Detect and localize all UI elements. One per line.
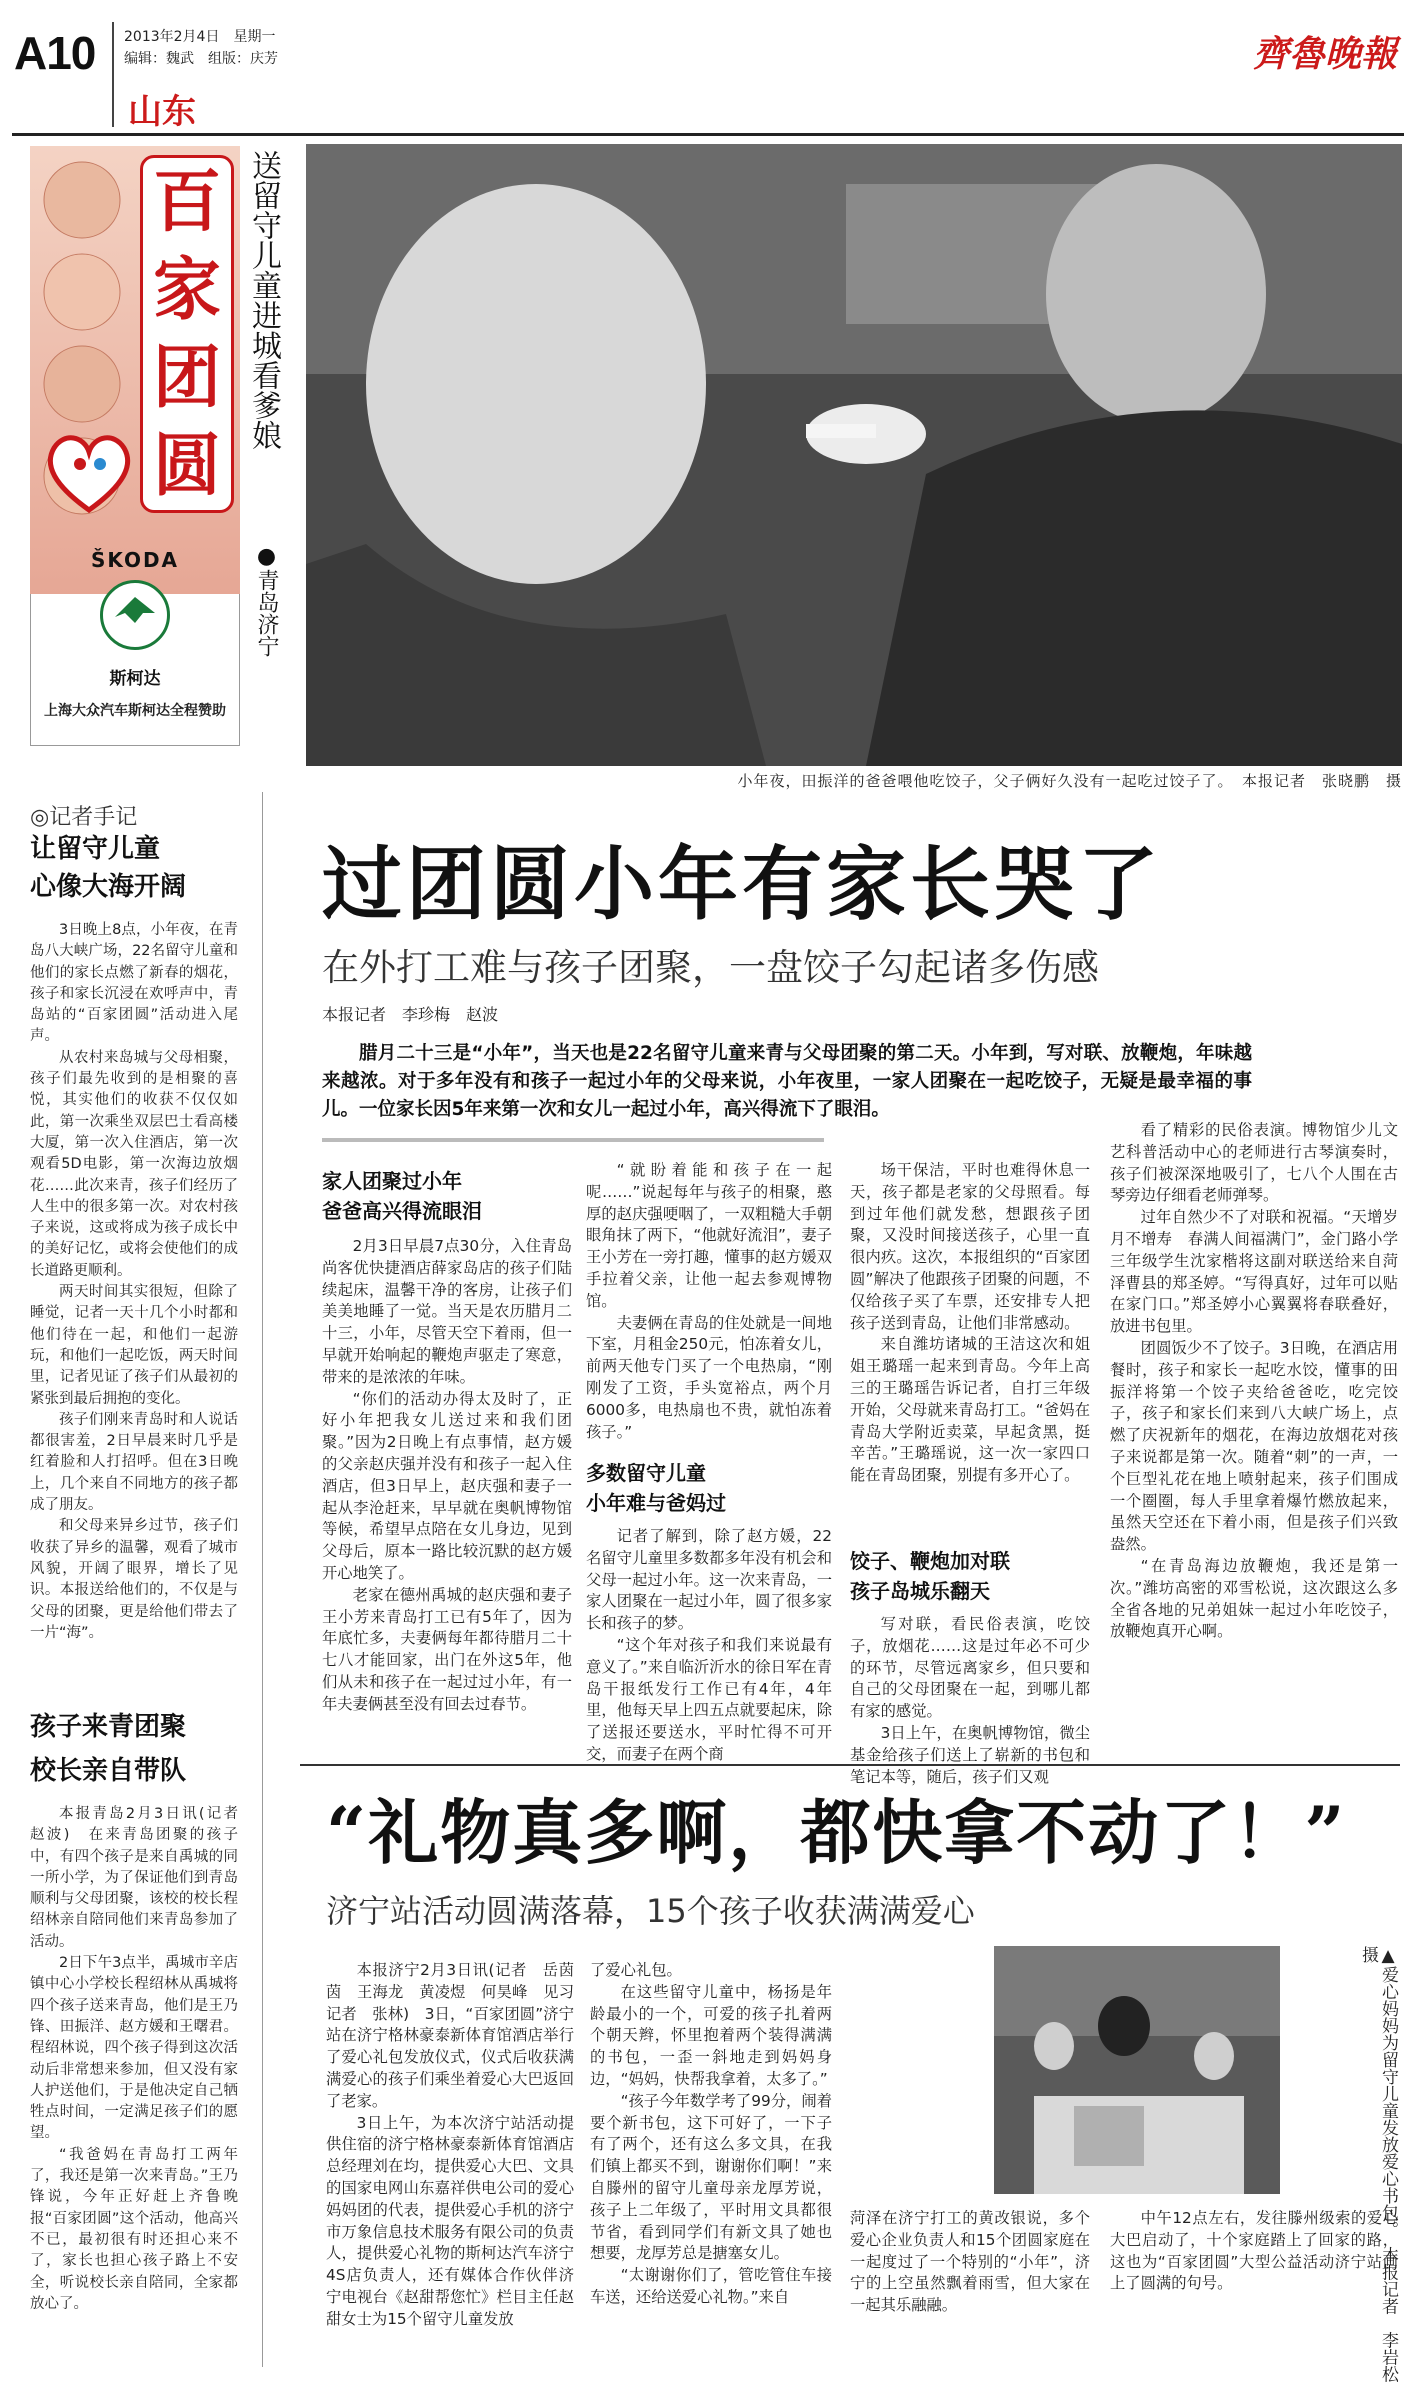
sidebar-heading-4: 校长亲自带队	[30, 1756, 187, 1786]
gift-photo-caption: ▲爱心妈妈为留守儿童发放爱心书包。 本报记者 李岩松 摄	[1358, 1946, 1398, 2383]
paragraph: 中午12点左右，发往滕州级索的爱心大巴启动了，十个家庭踏上了回家的路，这也为“百家团圆”大型公益活动济宁站画上了圆满的句号。	[1110, 2209, 1398, 2293]
sidebar-heading-1: 让留守儿童	[30, 834, 161, 864]
skoda-logo-icon	[100, 580, 170, 650]
masthead-divider	[112, 22, 114, 127]
article2-headline: “礼物真多啊，都快拿不动了！”	[326, 1791, 1347, 1874]
article2-col2	[590, 1960, 832, 2366]
brand-name-cn: 斯柯达	[109, 669, 161, 689]
sponsor-line: 上海大众汽车斯柯达全程赞助	[44, 703, 226, 719]
paragraph: 2月3日早晨7点30分，入住青岛尚客优快捷酒店薛家岛店的孩子们陆续起床，温馨干净的客房，让孩子们美美地睡了一觉。当天是农历腊月二十三，小年，尽管天空下着雨，但一早就开始响起的鞭炮声驱走了寒意，带来的是浓浓的年味。	[322, 1237, 572, 1386]
paragraph: “孩子今年数学考了99分，闹着要个新书包，这下可好了，一下子有了两个，还有这么多文具，在我们镇上都买不到，谢谢你们啊！”来自滕州的留守儿童母亲龙厚芳说，孩子上二年级了，平时用文具都很节省，看到同学们有新文具了她也想要，龙厚芳总是搪塞女儿。	[590, 2091, 832, 2263]
article2-col1	[326, 1960, 574, 2366]
paragraph: 两天时间其实很短，但除了睡觉，记者一天十几个小时都和他们待在一起，和他们一起游玩，和他们一起吃饭，两天时间里，记者见证了孩子们从最初的紧张到最后拥抱的变化。	[30, 1284, 238, 1407]
article1-col4	[1110, 1120, 1398, 1750]
brand-name-en: ŠKODA	[90, 548, 180, 572]
paragraph: 从农村来岛城与父母相聚，孩子们最先收到的是相聚的喜悦，其实他们的收获不仅仅如此，第一次乘坐双层巴士看高楼大厦，第一次入住酒店，第一次观看5D电影，第一次海边放烟花……此次来青，孩子们经历了人生中的很多第一次。对农村孩子来说，这或将成为孩子成长中的美好记忆，或将会使他们的成长道路更顺利。	[30, 1049, 238, 1279]
paragraph: “你们的活动办得太及时了，正好小年把我女儿送过来和我们团聚。”因为2日晚上有点事情，赵方媛的父亲赵庆强并没有和孩子一起入住酒店，但3日早上，赵庆强和妻子一起从李沧赶来，早早就在奥帆博物馆等候，希望早点陪在女儿身边，见到父母后，原本一路比较沉默的赵方媛开心地笑了。	[322, 1389, 572, 1582]
banner-vertical-title: 送留守儿童进城看爹娘	[246, 150, 281, 450]
subheading: 多数留守儿童	[586, 1461, 706, 1485]
masthead-info	[124, 26, 278, 70]
article1-col3	[850, 1160, 1090, 1814]
paragraph: 看了精彩的民俗表演。博物馆少儿文艺科普活动中心的老师进行古琴演奏时，孩子们被深深地吸引了，七八个人围在古琴旁边仔细看老师弹琴。	[1110, 1121, 1398, 1205]
col-text	[586, 1526, 832, 1826]
article1-headline: 过团圆小年有家长哭了	[322, 837, 1162, 931]
page-number: A10	[14, 27, 96, 79]
article1-col1	[322, 1166, 572, 1768]
subheading: 小年难与爸妈过	[586, 1491, 726, 1515]
section-name: 山东	[128, 92, 196, 132]
gift-photo	[994, 1946, 1280, 2194]
subheading: 孩子岛城乐翻天	[850, 1579, 990, 1603]
paragraph: 3日上午，在奥帆博物馆，微尘基金给孩子们送上了崭新的书包和笔记本等，随后，孩子们又观	[850, 1723, 1090, 1786]
article-separator	[300, 1764, 1400, 1766]
col-text	[322, 1236, 572, 1768]
article1-subhead: 在外打工难与孩子团聚，一盘饺子勾起诸多伤感	[322, 946, 1099, 989]
date-line: 2013年2月4日 星期一	[124, 29, 276, 45]
paragraph: 来自潍坊诸城的王洁这次和姐姐王璐瑶一起来到青岛。今年上高三的王璐瑶告诉记者，自打三年级开始，父母就来青岛打工。“爸妈在青岛大学附近卖菜，早起贪黑，挺辛苦。”王璐瑶说，这一次一家四口能在青岛团聚，别提有多开心了。	[850, 1335, 1090, 1485]
paragraph: 菏泽在济宁打工的黄改银说，多个爱心企业负责人和15个团圆家庭在一起度过了一个特别的“小年”，济宁的上空虽然飘着雨雪，但大家在一起其乐融融。	[850, 2209, 1090, 2315]
col-text	[586, 1160, 832, 1450]
paragraph: 场干保洁，平时也难得休息一天，孩子都是老家的父母照看。每到过年他们就发愁，想跟孩子团聚，又没时间接送孩子，心里一直很内疚。这次，本报组织的“百家团圆”解决了他跟孩子团聚的问题，不仅给孩子买了车票，还安排专人把孩子送到青岛，让他们非常感动。	[850, 1161, 1090, 1332]
editor-line: 编辑：魏武 组版：庆芳	[124, 51, 278, 67]
subheading: 家人团聚过小年	[322, 1169, 462, 1193]
paragraph: “在青岛海边放鞭炮，我还是第一次。”潍坊高密的邓雪松说，这次跟这么多全省各地的兄弟姐妹一起过小年吃饺子，放鞭炮真开心啊。	[1110, 1556, 1398, 1641]
paragraph: 本报济宁2月3日讯(记者 岳茵茵 王海龙 黄凌煜 何昊峰 见习记者 张林) 3日，“百家团圆”济宁站在济宁格林豪泰新体育馆酒店举行了爱心礼包发放仪式，仪式后收获满满爱心的孩子们乘坐着爱心大巴返回了老家。	[326, 1961, 574, 2110]
paragraph: 2日下午3点半，禹城市辛店镇中心小学校长程绍林从禹城将四个孩子送来青岛，他们是王乃锋、田振洋、赵方媛和王曙君。程绍林说，四个孩子得到这次活动后非常想来参加，但又没有家人护送他们，于是他决定自己牺牲点时间，一定满足孩子们的愿望。	[30, 1955, 238, 2142]
paragraph: 团圆饭少不了饺子。3日晚，在酒店用餐时，孩子和家长一起吃水饺，懂事的田振洋将第一个饺子夹给爸爸吃，吃完饺子，孩子和家长们来到八大峡广场上，点燃了庆祝新年的烟花，在海边放烟花对孩子来说都是第一次。随着“刺”的一声，一个巨型礼花在地上喷射起来，孩子们围成一个圈圈，每人手里拿着爆竹燃放起来，虽然天空还在下着小雨，但是孩子们兴致盎然。	[1110, 1338, 1398, 1554]
banner-location: ●青岛济宁	[254, 544, 279, 657]
banner-title: 百家团圆	[140, 155, 234, 513]
paragraph: 记者了解到，除了赵方媛，22名留守儿童里多数都多年没有机会和父母一起过小年。这一次来青岛，一家人团聚在一起过小年，圆了很多家长和孩子的梦。	[586, 1527, 832, 1633]
sidebar-heading-3: 孩子来青团聚	[30, 1712, 187, 1742]
paragraph: 夫妻俩在青岛的住处就是一间地下室，月租金250元，怕冻着女儿，前两天他专门买了一个电热扇，“刚刚发了工资，手头宽裕点，两个月6000多，电热扇也不贵，就怕冻着孩子。”	[586, 1313, 832, 1441]
sidebar-heading-2: 心像大海开阔	[30, 872, 187, 902]
main-photo	[306, 144, 1402, 766]
paragraph: 和父母来异乡过节，孩子们收获了异乡的温馨，观看了城市风貌，开阔了眼界，增长了见识。本报送给他们的，不仅是与父母的团聚，更是给他们带去了一片“海”。	[30, 1518, 238, 1641]
article2-col4	[1110, 2208, 1398, 2366]
article1-lead: 腊月二十三是“小年”，当天也是22名留守儿童来青与父母团聚的第二天。小年到，写对联、放鞭炮，年味越来越浓。对于多年没有和孩子一起过小年的父母来说，小年夜里，一家人团聚在一起吃饺子，无疑是最幸福的事儿。一位家长因5年来第一次和女儿一起过小年，高兴得流下了眼泪。	[322, 1043, 1252, 1120]
paragraph: “就盼着能和孩子在一起呢……”说起每年与孩子的相聚，憨厚的赵庆强哽咽了，一双粗糙大手朝眼角抹了两下，“他就好流泪”，妻子王小芳在一旁打趣，懂事的赵方媛双手拉着父亲，让他一起去参观博物馆。	[586, 1161, 832, 1310]
column-divider	[262, 792, 263, 2367]
header-rule	[12, 133, 1404, 136]
paragraph: 了爱心礼包。	[590, 1961, 682, 1979]
subheading: 饺子、鞭炮加对联	[850, 1549, 1010, 1573]
paragraph: 老家在德州禹城的赵庆强和妻子王小芳来青岛打工已有5年了，因为年底忙多，夫妻俩每年都待腊月二十七八才能回家，出门在外这5年，他们从未和孩子在一起过过小年，有一年夫妻俩甚至没有回去过春节。	[322, 1585, 572, 1713]
sidebar-label: ◎记者手记	[30, 805, 138, 830]
article1-col2	[586, 1160, 832, 1826]
col-text	[850, 1160, 1090, 1540]
col-text	[1110, 1120, 1398, 1750]
paper-logo: 齊魯晚報	[1252, 33, 1397, 75]
paragraph: “太谢谢你们了，管吃管住车接车送，还给送爱心礼物。”来自	[590, 2266, 832, 2306]
paragraph: 3日上午，为本次济宁站活动提供住宿的济宁格林豪泰新体育馆酒店总经理刘在均，提供爱心大巴、文具的国家电网山东嘉祥供电公司的爱心妈妈团的代表，提供爱心手机的济宁市万象信息技术服务有限公司的负责人，提供爱心礼物的斯柯达汽车济宁4S店负责人，还有媒体合作伙伴济宁电视台《赵甜帮您忙》栏目主任赵甜女士为15个留守儿童发放	[326, 2113, 574, 2328]
paragraph: “这个年对孩子和我们来说最有意义了。”来自临沂沂水的徐日军在青岛干报纸发行工作已有4年，4年里，他每天早上四五点就要起床，除了送报还要送水，平时忙得不可开交，而妻子在两个商	[586, 1635, 832, 1763]
paragraph: 过年自然少不了对联和祝福。“天增岁月不增寿 春满人间福满门”，金门路小学三年级学生沈家楷将这副对联送给来自菏泽曹县的郑圣婷。“写得真好，过年可以贴在家门口。”郑圣婷小心翼翼将春联叠好，放进书包里。	[1110, 1208, 1398, 1336]
sidebar-body-1	[30, 920, 238, 1702]
paragraph: 本报青岛2月3日讯(记者 赵波) 在来青岛团聚的孩子中，有四个孩子是来自禹城的同一所小学，为了保证他们到青岛顺利与父母团聚，该校的校长程绍林亲自陪同他们来青岛参加了活动。	[30, 1806, 253, 1950]
paragraph: 写对联，看民俗表演，吃饺子，放烟花……这是过年必不可少的环节，尽管远离家乡，但只要和自己的父母团聚在一起，到哪儿都有家的感觉。	[850, 1615, 1090, 1721]
paragraph: 3日晚上8点，小年夜，在青岛八大峡广场，22名留守儿童和他们的家长点燃了新春的烟花，孩子和家长沉浸在欢呼声中，青岛站的“百家团圆”活动进入尾声。	[30, 922, 238, 1045]
article2-col3	[850, 2208, 1090, 2366]
article2-subhead: 济宁站活动圆满落幕，15个孩子收获满满爱心	[326, 1892, 975, 1930]
article1-byline: 本报记者 李珍梅 赵波	[322, 1005, 499, 1024]
paragraph: “我爸妈在青岛打工两年了，我还是第一次来青岛。”王乃锋说，今年正好赶上齐鲁晚报“百家团圆”这个活动，他高兴不已，最初很有时还担心来不了，家长也担心孩子路上不安全，听说校长亲自陪同，全家都放心了。	[30, 2146, 238, 2312]
subheading: 爸爸高兴得流眼泪	[322, 1199, 482, 1223]
heart-family-icon	[44, 430, 134, 514]
section-rule	[322, 1138, 824, 1142]
paragraph: 孩子们刚来青岛时和人说话都很害羞，2日早晨来时几乎是红着脸和人打招呼。但在3日晚上，几个来自不同地方的孩子都成了朋友。	[30, 1411, 238, 1514]
col-text	[850, 1614, 1090, 1814]
photo-caption: 小年夜，田振洋的爸爸喂他吃饺子，父子俩好久没有一起吃过饺子了。 本报记者 张晓鹏 摄	[737, 772, 1402, 790]
paragraph: 在这些留守儿童中，杨扬是年龄最小的一个，可爱的孩子扎着两个朝天辫，怀里抱着两个装得满满的书包，一歪一斜地走到妈妈身边，“妈妈，快帮我拿着，太多了。”	[590, 1982, 832, 2088]
sidebar-body-2	[30, 1804, 253, 2366]
